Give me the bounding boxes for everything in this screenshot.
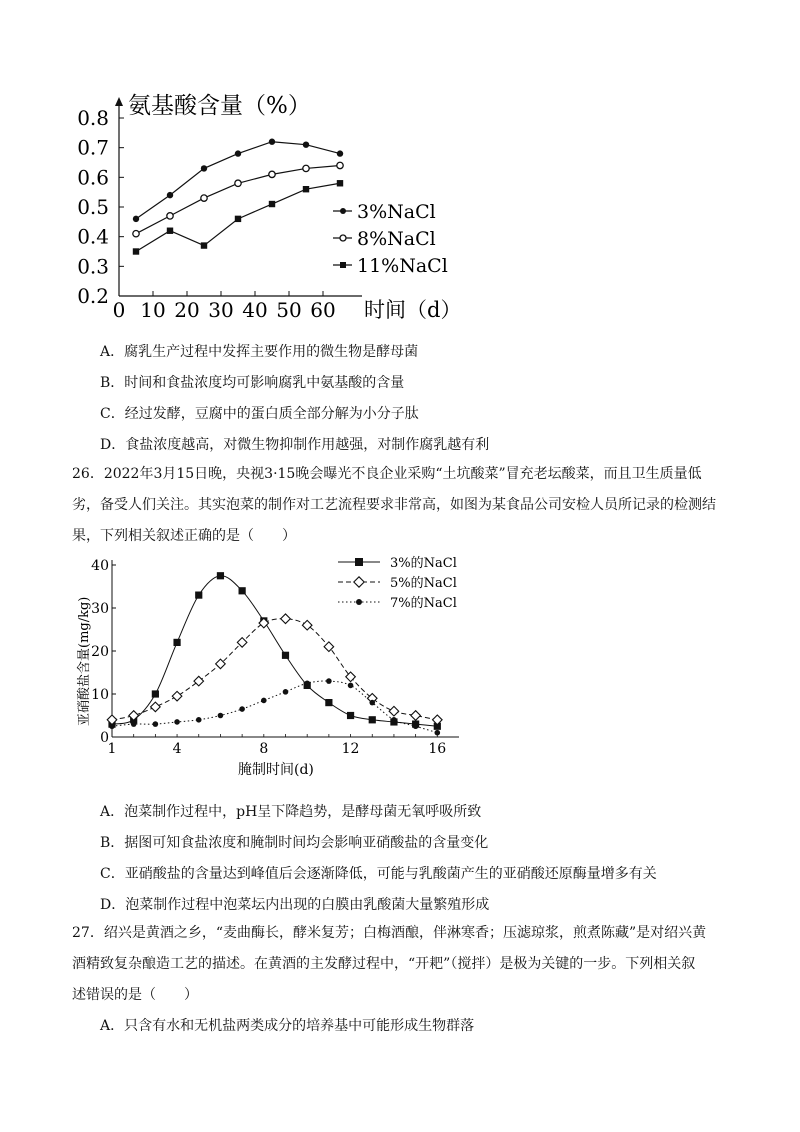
chart2-data-point — [283, 689, 289, 695]
chart2-data-point — [435, 730, 441, 736]
chart1-data-point — [167, 228, 173, 234]
chart2-data-point — [218, 713, 224, 719]
chart2-data-point — [389, 706, 399, 716]
chart2-data-point — [413, 723, 419, 729]
chart2-y-axis-label: 亚硝酸盐含量(mg/kg) — [77, 596, 92, 726]
chart1-y-tick-label: 0.5 — [77, 195, 109, 219]
chart2-legend — [338, 556, 457, 611]
chart1-x-axis-label: 时间（d） — [364, 298, 462, 322]
chart1-data-point — [303, 186, 309, 192]
chart1-data-point — [337, 150, 343, 156]
chart2-data-point — [391, 717, 397, 723]
chart1-data-point — [337, 162, 343, 168]
chart2-x-axis-label: 腌制时间(d) — [238, 762, 314, 778]
q26-option-d: D．泡菜制作过程中泡菜坛内出现的白膜由乳酸菌大量繁殖形成 — [100, 897, 490, 913]
q27-stem-line-3: 述错误的是（ ） — [72, 987, 198, 1003]
q26-option-c: C．亚硝酸盐的含量达到峰值后会逐渐降低，可能与乳酸菌产生的亚硝酸还原酶量增多有关 — [100, 866, 657, 882]
chart2-data-point — [237, 638, 247, 648]
chart2-series-line — [112, 619, 437, 720]
chart1-data-point — [269, 139, 275, 145]
chart2-data-point — [109, 723, 115, 729]
chart1-x-tick-label: 20 — [174, 298, 200, 322]
chart2-data-point — [304, 680, 310, 686]
chart1-y-tick-label: 0.6 — [77, 165, 109, 190]
q25-option-b: B．时间和食盐浓度均可影响腐乳中氨基酸的含量 — [100, 375, 405, 391]
chart1-data-point — [235, 216, 241, 222]
q25-option-c: C．经过发酵，豆腐中的蛋白质全部分解为小分子肽 — [100, 406, 419, 422]
chart2-data-point — [194, 676, 204, 686]
chart2-data-point — [411, 711, 421, 721]
chart1-data-point — [269, 201, 275, 207]
chart1-x-tick-label: 10 — [140, 298, 166, 322]
chart2-x-tick-label: 12 — [341, 741, 360, 757]
chart1-data-point — [133, 231, 139, 237]
chart1-y-tick-label: 0.2 — [77, 284, 109, 308]
chart1-x-tick-label: 30 — [208, 298, 234, 322]
q26-option-b: B．据图可知食盐浓度和腌制时间均会影响亚硝酸盐的含量变化 — [100, 835, 489, 851]
chart1-data-point — [133, 216, 139, 222]
chart1-data-point — [303, 142, 309, 148]
chart2-data-point — [131, 721, 137, 727]
q25-option-d: D．食盐浓度越高，对微生物抑制作用越强，对制作腐乳越有利 — [100, 437, 490, 453]
chart1-data-point — [235, 150, 241, 156]
chart1-ticks — [77, 106, 336, 322]
amino-acid-chart — [0, 0, 800, 330]
chart2-legend-label: 3%的NaCl — [390, 556, 457, 571]
chart1-data-point — [167, 213, 173, 219]
q27-stem-line-2: 酒精致复杂酿造工艺的描述。在黄酒的主发酵过程中，“开耙”（搅拌）是极为关键的一步。下列相关叙 — [72, 956, 696, 972]
chart2-data-point — [348, 683, 354, 689]
chart1-axes — [115, 97, 362, 296]
chart2-y-tick-label: 10 — [91, 687, 109, 703]
chart1-x-tick-label: 50 — [276, 298, 302, 322]
chart2-data-point — [346, 672, 356, 682]
chart2-data-point — [347, 712, 354, 719]
chart1-y-tick-label: 0.3 — [77, 254, 109, 279]
chart2-data-point — [172, 691, 182, 701]
chart1-series-line — [136, 165, 340, 233]
chart2-x-tick-label: 16 — [428, 741, 447, 757]
chart1-legend-label: 8%NaCl — [357, 228, 436, 250]
q26-stem-line-1: 26．2022年3月15日晚，央视3·15晚会曝光不良企业采购“土坑酸菜”冒充老坛酸菜，而且卫生质量低 — [72, 466, 702, 482]
q26-stem-line-2: 劣，备受人们关注。其实泡菜的制作对工艺流程要求非常高，如图为某食品公司安检人员所记录的检测结 — [72, 497, 716, 513]
chart2-x-tick-label: 8 — [259, 741, 269, 757]
chart2-data-point — [153, 721, 159, 727]
chart2-data-point — [151, 702, 161, 712]
chart1-x-tick-label: 40 — [242, 298, 268, 322]
chart1-data-point — [133, 248, 139, 254]
chart2-series-line — [112, 576, 437, 727]
chart2-legend-label: 7%的NaCl — [390, 596, 457, 611]
chart1-data-point — [269, 171, 275, 177]
chart2-x-tick-label: 4 — [172, 741, 182, 757]
chart2-data-point — [239, 706, 245, 712]
chart2-legend-marker — [354, 577, 364, 587]
chart2-y-tick-label: 30 — [91, 601, 109, 617]
chart2-data-point — [239, 587, 246, 594]
chart2-legend-marker — [356, 599, 362, 605]
chart1-data-point — [337, 180, 343, 186]
chart1-data-point — [201, 242, 207, 248]
chart1-data-point — [303, 165, 309, 171]
chart1-legend — [333, 201, 448, 277]
chart1-legend-marker — [340, 208, 346, 214]
q26-stem-line-3: 果，下列相关叙述正确的是（ ） — [72, 528, 296, 544]
chart1-y-tick-label: 0.8 — [77, 106, 109, 130]
chart1-x-tick-label: 0 — [112, 298, 126, 322]
chart1-data-point — [201, 165, 207, 171]
q26-option-a: A．泡菜制作过程中，pH呈下降趋势，是酵母菌无氧呼吸所致 — [100, 804, 482, 820]
chart2-data-point — [324, 642, 334, 652]
chart2-data-point — [326, 678, 332, 684]
q27-option-a: A．只含有水和无机盐两类成分的培养基中可能形成生物群落 — [100, 1018, 475, 1034]
chart2-y-tick-label: 40 — [91, 558, 109, 574]
chart2-data-point — [217, 572, 224, 579]
chart1-data-point — [167, 192, 173, 198]
q25-option-a: A．腐乳生产过程中发挥主要作用的微生物是酵母菌 — [100, 344, 419, 360]
chart2-data-point — [152, 690, 159, 697]
chart2-data-point — [369, 700, 375, 706]
chart2-data-point — [195, 592, 202, 599]
chart1-data-point — [235, 180, 241, 186]
chart2-legend-marker — [355, 558, 363, 566]
q27-stem-line-1: 27．绍兴是黄酒之乡，“麦曲酶长，酵米复芳；白梅酒酿，伴淋寒香；压滤琼浆，煎煮陈藏”是对绍兴黄 — [72, 925, 707, 941]
chart2-data-point — [325, 699, 332, 706]
chart2-data-point — [196, 717, 202, 723]
chart1-y-tick-label: 0.7 — [77, 135, 109, 160]
chart2-data-point — [369, 716, 376, 723]
chart2-data-point — [281, 614, 291, 624]
chart2-y-tick-label: 0 — [100, 730, 109, 746]
chart2-data-point — [261, 698, 267, 704]
chart2-data-point — [173, 639, 180, 646]
chart2-y-tick-label: 20 — [91, 644, 109, 660]
chart1-legend-marker — [340, 262, 346, 268]
chart1-y-tick-label: 0.4 — [77, 224, 109, 249]
chart1-legend-label: 11%NaCl — [357, 255, 448, 277]
chart1-y-axis-label: 氨基酸含量（%） — [128, 93, 311, 119]
chart2-data-point — [302, 620, 312, 630]
chart1-y-axis-arrow — [115, 97, 123, 106]
chart1-series — [133, 139, 343, 255]
chart1-x-tick-label: 60 — [310, 298, 336, 322]
chart1-data-point — [201, 195, 207, 201]
chart1-legend-marker — [340, 235, 346, 241]
chart1-legend-label: 3%NaCl — [357, 201, 436, 223]
chart2-x-tick-label: 1 — [107, 741, 117, 757]
chart2-legend-label: 5%的NaCl — [390, 576, 457, 591]
chart2-data-point — [282, 652, 289, 659]
nitrite-chart — [0, 548, 800, 788]
chart2-data-point — [174, 719, 180, 725]
